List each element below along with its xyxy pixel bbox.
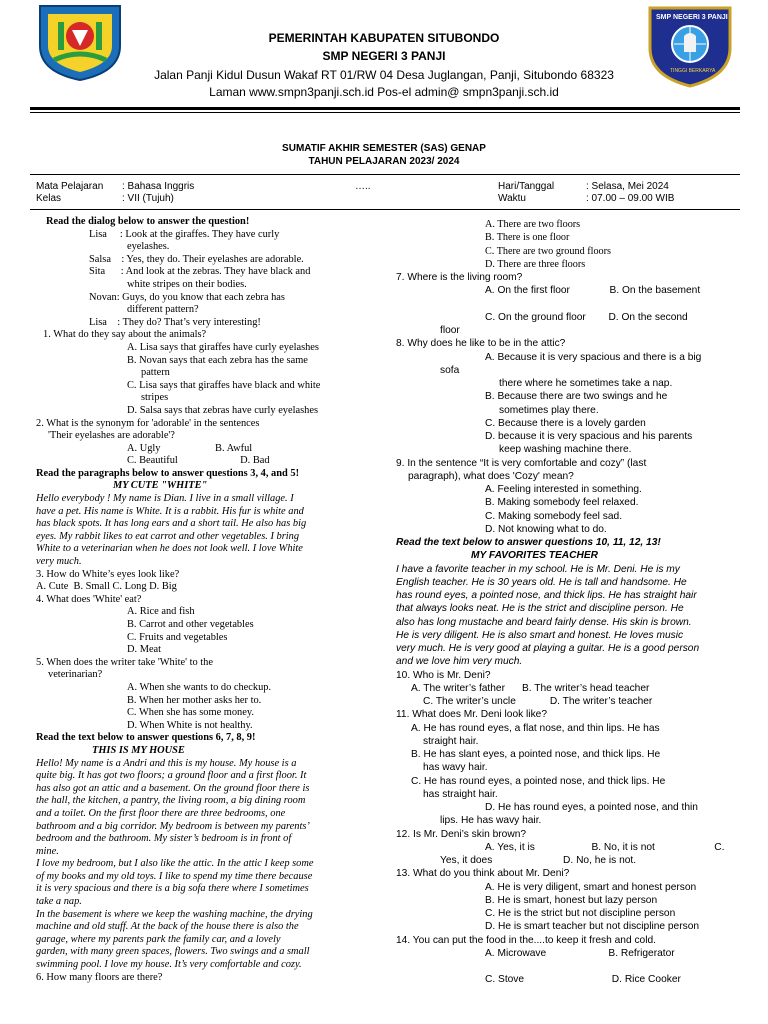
left-line: has also got an attic and a basement. On the ground floor there is [36, 782, 310, 794]
right-line: there where he sometimes take a nap. [499, 378, 673, 389]
left-line: mine. [36, 845, 59, 857]
exam-title: SUMATIF AKHIR SEMESTER (SAS) GENAP [282, 143, 486, 154]
left-line: and a toilet. On the first floor there are three bedrooms, one [36, 807, 286, 819]
right-line: B. Because there are two swings and he [485, 391, 668, 403]
right-line: 11. What does Mr. Deni look like? [396, 709, 547, 721]
left-line: pattern [141, 367, 170, 379]
left-line: White to a veterinarian when he does not look well. I love White [36, 543, 303, 555]
right-line: C. On the ground floor D. On the second [485, 311, 688, 323]
right-line: 7. Where is the living room? [396, 272, 523, 283]
subject-value: : Bahasa Inggris [122, 181, 195, 192]
left-line: A. Rice and fish [127, 606, 195, 618]
right-line: has straight hair. [423, 788, 498, 800]
time-label: Waktu [498, 193, 526, 204]
left-line: B. Carrot and other vegetables [127, 619, 254, 630]
left-line: the hall, the kitchen, a pantry, the living room, a big dining room [36, 795, 306, 807]
right-line: C. There are two ground floors [485, 245, 611, 257]
left-line: D. Salsa says that zebras have curly eyelashes [127, 404, 319, 416]
right-line: 14. You can put the food in the....to keep it fresh and cold. [396, 934, 656, 946]
right-line: D. He is smart teacher but not discipline person [485, 921, 700, 933]
left-line: swimming pool. I love my house. It’s very comfortable and cozy. [36, 959, 302, 971]
left-line: bedroom and the bathroom. My sister’s bedroom is in front of [36, 833, 292, 845]
logo-bottom-text: TINGGI BERKARYA [670, 68, 716, 74]
right-line: 8. Why does he like to be in the attic? [396, 338, 566, 350]
header-divider-thin [30, 112, 740, 113]
right-line: A. Microwave B. Refrigerator [485, 947, 675, 959]
right-column [0, 218, 724, 987]
left-line: A. Lisa says that giraffes have curly eyelashes [127, 341, 319, 353]
right-line: paragraph), what does 'Cozy' mean? [408, 470, 574, 482]
class-label: Kelas [36, 193, 62, 204]
school-address: Jalan Panji Kidul Dusun Wakaf RT 01/RW 04 Desa Juglangan, Panji, Situbondo 68323 [154, 68, 614, 82]
left-line: I love my bedroom, but I also like the attic. In the attic I keep some [36, 858, 314, 870]
left-line: it is very spacious and there is a big sofa there where I sometimes [36, 883, 309, 895]
right-line: He is very diligent. He is also smart and honest. He loves music [396, 629, 684, 641]
right-line: 13. What do you think about Mr. Deni? [396, 868, 570, 880]
right-line: and we love him very much. [396, 656, 523, 668]
left-line: Hello everybody ! My name is Dian. I live in a small village. I [36, 493, 294, 505]
right-line: English teacher. He is 30 years old. He is tall and handsome. He [396, 576, 687, 588]
left-line: eyelashes. [127, 241, 170, 253]
right-line: A. Feeling interested in something. [485, 484, 642, 495]
left-line: 3. How do White’s eyes look like? [36, 568, 180, 580]
left-line: stripes [141, 392, 169, 404]
right-line: C. Because there is a lovely garden [485, 417, 646, 429]
government-name: PEMERINTAH KABUPATEN SITUBONDO [268, 31, 500, 45]
right-line: MY FAVORITES TEACHER [471, 550, 598, 562]
right-line: A. He has round eyes, a flat nose, and thin lips. He has [411, 722, 660, 734]
dots: ….. [355, 181, 371, 192]
right-line: keep washing machine there. [499, 444, 632, 456]
left-line: C. Fruits and vegetables [127, 631, 228, 643]
left-line: 5. When does the writer take 'White' to the [36, 656, 213, 668]
left-line: B. Novan says that each zebra has the same [127, 354, 308, 366]
left-line: MY CUTE "WHITE" [113, 480, 208, 492]
left-line: different pattern? [127, 304, 199, 316]
info-top-rule [30, 174, 740, 175]
time-value: : 07.00 – 09.00 WIB [586, 193, 675, 204]
right-line: very much. He is very good at playing a guitar. He is a good person [396, 643, 700, 654]
left-line: take a nap. [36, 896, 82, 908]
left-line: Read the text below to answer questions 6, 7, 8, 9! [36, 732, 256, 744]
right-line: also has long mustache and beard fairly dense. His skin is brown. [396, 616, 692, 628]
right-line: A. Because it is very spacious and there is a big [485, 351, 702, 363]
day-label: Hari/Tanggal [498, 181, 555, 192]
left-line: B. When her mother asks her to. [127, 694, 262, 706]
left-line: machine and old stuff. At the back of the house there is also the [36, 921, 299, 933]
right-line: D. He has round eyes, a pointed nose, and thin [485, 802, 698, 813]
right-line: 9. In the sentence “It is very comfortable and cozy” (last [396, 457, 647, 469]
left-line: has black spots. It has long ears and a short tail. He also has big [36, 518, 307, 530]
school-website: Laman www.smpn3panji.sch.id Pos-el admin@ smpn3panji.sch.id [209, 85, 559, 99]
subject-label: Mata Pelajaran [36, 181, 104, 192]
right-line: A. On the first floor B. On the basement [485, 285, 701, 297]
right-line: Read the text below to answer questions 10, 11, 12, 13! [396, 537, 661, 548]
left-line: 1. What do they say about the animals? [43, 329, 207, 341]
right-line: A. There are two floors [485, 219, 581, 230]
left-line: veterinarian? [48, 669, 103, 681]
right-line: B. He has slant eyes, a pointed nose, and thick lips. He [411, 749, 661, 760]
left-line: have a pet. His name is White. It is a rabbit. His fur is white and [36, 505, 304, 517]
right-line: A. He is very diligent, smart and honest person [485, 881, 697, 893]
logo-top-text: SMP NEGERI 3 PANJI [656, 14, 728, 21]
left-line: Lisa : They do? That’s very interesting! [89, 316, 261, 328]
left-line: Salsa : Yes, they do. Their eyelashes are adorable. [89, 253, 304, 265]
left-line: of my books and my old toys. I like to spend my time there because [36, 870, 313, 882]
left-line: garage, where my parents park the family car, and a lovely [36, 933, 281, 945]
left-line: white stripes on their bodies. [127, 278, 247, 290]
class-value: : VII (Tujuh) [122, 193, 174, 204]
right-line: Yes, it does D. No, he is not. [440, 855, 637, 866]
left-line: C. Lisa says that giraffes have black and white [127, 379, 321, 391]
right-line: lips. He has wavy hair. [440, 815, 542, 827]
left-line: A. Ugly B. Awful [127, 442, 253, 454]
right-line: D. There are three floors [485, 258, 586, 270]
school-name: SMP NEGERI 3 PANJI [322, 49, 446, 63]
left-line: Read the dialog below to answer the question! [46, 216, 250, 227]
left-line: C. Beautiful D. Bad [127, 455, 270, 467]
left-line: Read the paragraphs below to answer questions 3, 4, and 5! [36, 467, 300, 479]
right-line: C. He has round eyes, a pointed nose, and thick lips. He [411, 775, 666, 787]
left-line: eyes. My rabbit likes to eat carrot and other vegetables. I bring [36, 530, 300, 542]
right-line: 10. Who is Mr. Deni? [396, 669, 491, 681]
day-value: : Selasa, Mei 2024 [586, 181, 669, 192]
left-line: D. Meat [127, 644, 162, 656]
right-line: has round eyes, a pointed nose, and thick lips. He has straight hair [396, 590, 697, 601]
left-line: bathroom and a big corridor. My bedroom is between my parents’ [36, 820, 310, 832]
right-line: C. The writer’s uncle D. The writer’s teacher [423, 696, 653, 707]
right-line: floor [440, 325, 460, 336]
right-line: C. He is the strict but not discipline person [485, 908, 676, 919]
right-line: sofa [440, 364, 460, 376]
left-line: 4. What does 'White' eat? [36, 593, 142, 605]
left-line: A. When she wants to do checkup. [127, 681, 272, 693]
exam-year: TAHUN PELAJARAN 2023/ 2024 [308, 156, 460, 167]
right-line: straight hair. [423, 735, 479, 747]
right-line: D. Not knowing what to do. [485, 523, 607, 535]
right-line: 12. Is Mr. Deni’s skin brown? [396, 828, 527, 840]
right-line: A. The writer’s father B. The writer’s head teacher [411, 682, 650, 694]
right-line: B. He is smart, honest but lazy person [485, 894, 658, 906]
left-line: Novan: Guys, do you know that each zebra has [89, 291, 285, 303]
left-line: Hello! My name is a Andri and this is my house. My house is a [36, 757, 297, 769]
left-line: In the basement is where we keep the washing machine, the drying [36, 908, 313, 920]
left-line: garden, with many green spaces, flowers. Two swings and a small [36, 946, 310, 958]
school-logo [644, 2, 736, 88]
right-line: I have a favorite teacher in my school. He is Mr. Deni. He is my [396, 563, 680, 575]
left-line: D. When White is not healthy. [127, 719, 253, 731]
header-divider [30, 107, 740, 110]
right-line: A. Yes, it is B. No, it is not C. [485, 841, 725, 853]
right-line: D. because it is very spacious and his parents [485, 431, 693, 442]
left-line: C. When she has some money. [127, 707, 254, 719]
right-line: B. There is one floor [485, 232, 570, 244]
right-line: has wavy hair. [423, 762, 488, 774]
left-line: Sita : And look at the zebras. They have black and [89, 266, 311, 278]
left-line: very much. [36, 556, 82, 568]
right-line: C. Stove D. Rice Cooker [485, 974, 681, 986]
left-line: THIS IS MY HOUSE [92, 744, 185, 756]
right-line [0, 298, 724, 311]
left-line: 2. What is the synonym for 'adorable' in the sentences [36, 417, 260, 429]
right-line [0, 960, 724, 973]
left-line: 'Their eyelashes are adorable'? [48, 430, 175, 442]
info-bottom-rule [30, 209, 740, 210]
right-line: sometimes play there. [499, 404, 599, 416]
right-line: that always looks neat. He is the strict and discipline person. He [396, 603, 684, 615]
right-line: B. Making somebody feel relaxed. [485, 497, 639, 509]
left-line: Lisa : Look at the giraffes. They have curly [89, 228, 280, 240]
left-line: 6. How many floors are there? [36, 971, 163, 983]
left-line: quite big. It has got two floors; a ground floor and a first floor. It [36, 770, 307, 782]
left-line: A. Cute B. Small C. Long D. Big [36, 581, 177, 593]
right-line: C. Making somebody feel sad. [485, 510, 623, 522]
